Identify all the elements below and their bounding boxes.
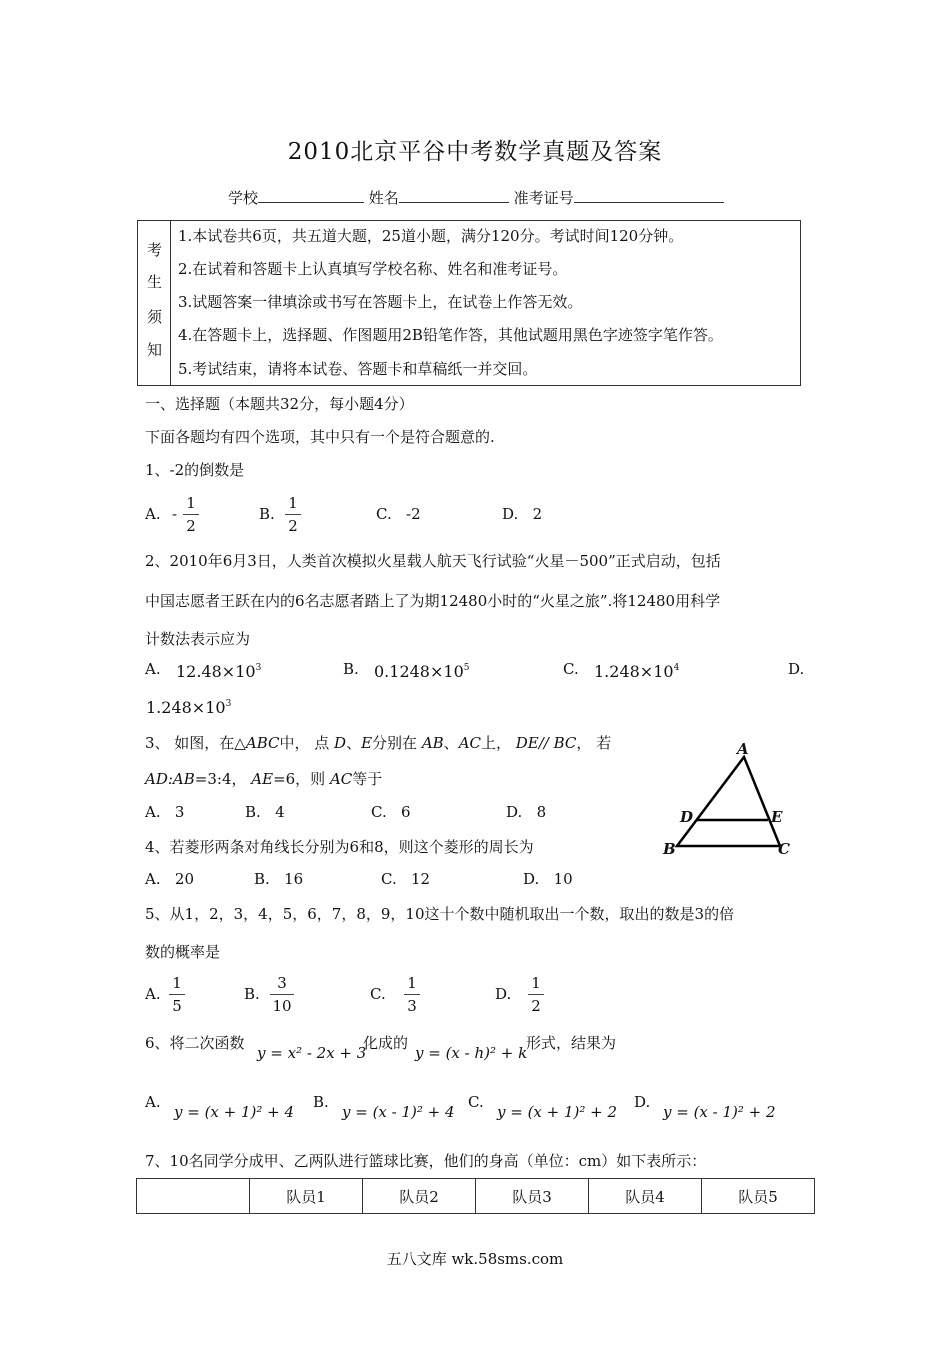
q2-option-d-expr: [146, 698, 231, 717]
q6-function-original: y = x² - 2x + 3: [257, 1044, 367, 1062]
page-title: 2010北京平谷中考数学真题及答案: [287, 139, 663, 165]
q6-option-b-label: B.: [313, 1093, 329, 1111]
q5-line1: 5、从1，2，3，4，5，6，7，8，9，10这十个数中随机取出一个数，取出的数是3的倍: [145, 905, 735, 923]
base: 0.1248×10: [374, 662, 464, 681]
exponent: 4: [673, 663, 680, 673]
q6-stem-c: 形式，结果为: [526, 1034, 617, 1052]
q2-option-d-label: D.: [788, 660, 805, 678]
numerator: 1: [288, 494, 298, 512]
notice-item: 1.本试卷共6页，共五道大题，25道小题，满分120分。考试时间120分钟。: [178, 227, 684, 245]
base: 1.248×10: [146, 698, 226, 717]
math-var: D: [334, 734, 347, 752]
notice-item: 5.考试结束，请将本试卷、答题卡和草稿纸一并交回。: [178, 360, 538, 378]
denominator: 2: [531, 997, 541, 1015]
q6-option-a-expr: y = (x + 1)² + 4: [174, 1103, 295, 1121]
exam-no-label: 准考证号: [513, 189, 574, 207]
q2-option-a-expr: [176, 662, 261, 681]
section1-intro: 下面各题均有四个选项，其中只有一个是符合题意的.: [145, 428, 495, 446]
math-var: AC: [458, 734, 481, 752]
numerator: 1: [186, 494, 196, 512]
q1-stem: 1、-2的倒数是: [145, 461, 245, 479]
q4-option-a: A. 20: [145, 870, 194, 888]
q5-option-c-fraction: [404, 974, 420, 1015]
q1-option-b-label: B.: [259, 505, 275, 523]
text: 3、 如图，在△: [145, 734, 246, 752]
notice-item: 3.试题答案一律填涂或书写在答题卡上，在试卷上作答无效。: [178, 293, 583, 311]
denominator: 10: [272, 997, 292, 1015]
base: 1.248×10: [594, 662, 674, 681]
q4-stem: 4、若菱形两条对角线长分别为6和8，则这个菱形的周长为: [145, 838, 534, 856]
q3-option-b: B. 4: [245, 803, 285, 821]
table-header-cell: 队员5: [702, 1179, 815, 1214]
q6-function-target: y = (x - h)² + k: [415, 1044, 528, 1062]
q2-option-b-expr: [374, 662, 469, 681]
q6-option-d-label: D.: [634, 1093, 651, 1111]
notice-label: [138, 221, 171, 385]
name-blank: [399, 188, 509, 203]
q6-option-a-label: A.: [145, 1093, 161, 1111]
q5-option-c-label: C.: [370, 985, 386, 1003]
vertex-label-d: D: [680, 808, 694, 826]
q5-option-d-fraction: [528, 974, 544, 1015]
q3-option-c: C. 6: [371, 803, 411, 821]
footer-watermark: 五八文库 wk.58sms.com: [386, 1250, 564, 1268]
vertex-label-b: B: [663, 840, 676, 858]
q3-option-d: D. 8: [506, 803, 547, 821]
denominator: 3: [407, 997, 417, 1015]
text: 上，: [481, 734, 516, 752]
q1-option-d: D. 2: [502, 505, 543, 523]
notice-label-char: 须: [147, 308, 163, 326]
q1-option-b-fraction: [285, 494, 301, 535]
school-blank: [258, 188, 364, 203]
q3-option-a: A. 3: [145, 803, 185, 821]
math-var: AB: [421, 734, 444, 752]
numerator: 1: [531, 974, 541, 992]
denominator: 2: [288, 517, 298, 535]
q7-stem: 7、10名同学分成甲、乙两队进行篮球比赛，他们的身高（单位：cm）如下表所示：: [145, 1152, 707, 1170]
q6-option-c-expr: y = (x + 1)² + 2: [497, 1103, 618, 1121]
text: 等于: [352, 770, 383, 788]
q2-option-b-label: B.: [343, 660, 359, 678]
name-label: 姓名: [368, 189, 399, 207]
table-header-cell: [137, 1179, 250, 1214]
table-header-row: [137, 1179, 815, 1214]
q6-option-b-expr: y = (x - 1)² + 4: [342, 1103, 455, 1121]
numerator: 3: [277, 974, 287, 992]
denominator: 5: [172, 997, 182, 1015]
table-header-cell: 队员2: [363, 1179, 476, 1214]
q6-stem-b: 化成的: [363, 1034, 409, 1052]
q5-option-b-fraction: [270, 974, 294, 1015]
math-var: ABC: [245, 734, 280, 752]
q5-option-a-fraction: [169, 974, 185, 1015]
q2-line2: 中国志愿者王跃在内的6名志愿者踏上了为期12480小时的“火星之旅”.将12480用科学: [145, 592, 721, 610]
q2-option-c-expr: [594, 662, 679, 681]
q5-line2: 数的概率是: [145, 943, 221, 961]
q4-option-c: C. 12: [381, 870, 431, 888]
q6-option-c-label: C.: [468, 1093, 484, 1111]
school-label: 学校: [228, 189, 259, 207]
triangle-abc: [677, 757, 783, 846]
height-table: [136, 1178, 815, 1214]
section1-heading: 一、选择题（本题共32分，每小题4分）: [145, 395, 414, 413]
exam-notice-box: [137, 220, 801, 386]
text: =3:4，: [194, 770, 252, 788]
math-var: AD:AB: [145, 770, 195, 788]
q2-line3: 计数法表示应为: [145, 630, 251, 648]
text: 、: [443, 734, 459, 752]
notice-item: 4.在答题卡上，选择题、作图题用2B铅笔作答，其他试题用黑色字迹签字笔作答。: [178, 326, 723, 344]
q1-option-a-label: A.: [145, 505, 161, 523]
vertex-label-c: C: [778, 840, 790, 858]
notice-label-char: 考: [147, 241, 163, 259]
vertex-label-a: A: [737, 740, 749, 758]
exponent: 3: [225, 699, 232, 709]
text: ， 若: [576, 734, 612, 752]
q5-option-b-label: B.: [244, 985, 260, 1003]
text: 中， 点: [279, 734, 335, 752]
q1-option-c: C. -2: [376, 505, 421, 523]
base: 12.48×10: [176, 662, 256, 681]
q3-line1: [145, 732, 611, 753]
denominator: 2: [186, 517, 196, 535]
table-header-cell: 队员1: [250, 1179, 363, 1214]
exponent: 5: [463, 663, 470, 673]
q1-option-a-sign: -: [172, 505, 178, 523]
q4-option-b: B. 16: [254, 870, 304, 888]
math-var: AC: [329, 770, 353, 788]
q2-option-a-label: A.: [145, 660, 161, 678]
numerator: 1: [172, 974, 182, 992]
q1-option-a-fraction: [183, 494, 199, 535]
math-var: E: [361, 734, 373, 752]
vertex-label-e: E: [771, 808, 783, 826]
table-header-cell: 队员3: [476, 1179, 589, 1214]
text: 分别在: [372, 734, 422, 752]
text: 、: [346, 734, 362, 752]
exponent: 3: [255, 663, 262, 673]
table-header-cell: 队员4: [589, 1179, 702, 1214]
exam-no-blank: [574, 188, 724, 203]
q2-option-c-label: C.: [563, 660, 579, 678]
math-var: DE// BC: [515, 734, 577, 752]
q2-line1: 2、2010年6月3日，人类首次模拟火星载人航天飞行试验“火星－500”正式启动，包括: [145, 552, 721, 570]
notice-item: 2.在试着和答题卡上认真填写学校名称、姓名和准考证号。: [178, 260, 568, 278]
notice-label-char: 知: [147, 341, 163, 359]
q6-stem-a: 6、将二次函数: [145, 1034, 245, 1052]
notice-label-char: 生: [147, 273, 163, 291]
math-var: AE: [251, 770, 274, 788]
text: =6，则: [273, 770, 330, 788]
q3-line2: [145, 768, 382, 789]
q6-option-d-expr: y = (x - 1)² + 2: [663, 1103, 776, 1121]
q5-option-d-label: D.: [495, 985, 512, 1003]
header-fields: [228, 187, 724, 208]
q5-option-a-label: A.: [145, 985, 161, 1003]
q4-option-d: D. 10: [523, 870, 573, 888]
numerator: 1: [407, 974, 417, 992]
